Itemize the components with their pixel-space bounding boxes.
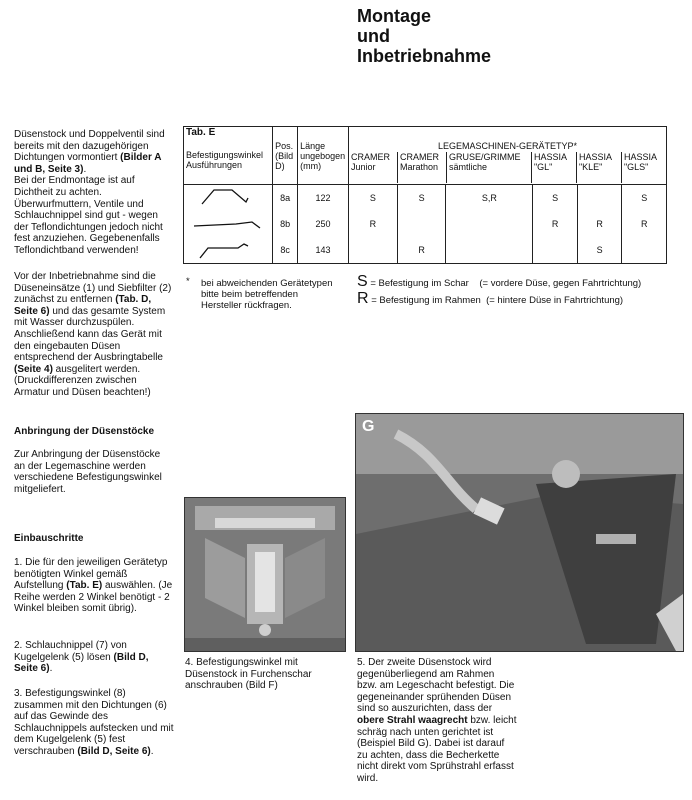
step-3: 3. Befestigungswinkel (8) zusammen mit den Dichtungen (6) auf das Gewinde des Schlauchnippels aufstecken und mit dem Kugelgelenk (5) fest verschrauben (Bild D, Seite 6). bbox=[14, 688, 174, 757]
heading-steps: Einbauschritte bbox=[14, 533, 84, 544]
heading-mounting: Anbringung der Düsenstöcke bbox=[14, 426, 155, 437]
step-1: 1. Die für den jeweiligen Gerätetyp benötigten Winkel gemäß Aufstellung (Tab. E) auswählen. (Je Reihe werden 2 Winkel benötigt - 2 Winkel bleiben somit übrig). bbox=[14, 557, 173, 615]
photo-bild-f bbox=[184, 497, 346, 652]
legend-s: S = Befestigung im Schar (= vordere Düse, gegen Fahrtrichtung) bbox=[357, 273, 642, 290]
table-header-pos: Pos. (Bild D) bbox=[273, 127, 298, 185]
mounting-paragraph: Zur Anbringung der Düsenstöcke an der Legemaschine werden verschiedene Befestigungswinkel mitgeliefert. bbox=[14, 449, 162, 495]
bracket-8a-icon bbox=[184, 185, 273, 212]
page-title bbox=[357, 6, 491, 66]
bracket-8b-icon bbox=[184, 211, 273, 237]
photo-bild-g bbox=[355, 413, 684, 652]
type-header: HASSIA "GL" bbox=[531, 152, 576, 183]
tightness-paragraph: Bei der Endmontage ist auf Dichtheit zu achten. Überwurfmuttern, Ventile und Schlauchnippel sind gut - wegen der Teflondichtungen jedoch nicht fest anzuziehen. Gegebenenfalls Teflondichtband verwenden! bbox=[14, 175, 163, 256]
type-header: CRAMER Junior bbox=[350, 152, 390, 172]
table-row: 8a 122 S S S,R S S bbox=[184, 185, 667, 212]
table-header-length: Länge ungebogen (mm) bbox=[298, 127, 349, 185]
table-row: 8c 143 R S bbox=[184, 237, 667, 264]
type-header: HASSIA "KLE" bbox=[576, 152, 621, 183]
legend-r: R = Befestigung im Rahmen (= hintere Düse in Fahrtrichtung) bbox=[357, 290, 624, 307]
title-line-1: Montage bbox=[357, 6, 431, 26]
left-column bbox=[14, 129, 174, 257]
footnote-text: bei abweichenden Gerätetypen bitte beim betreffenden Hersteller rückfragen. bbox=[201, 278, 333, 311]
intro-paragraph: Düsenstock und Doppelventil sind bereits mit den dazugehörigen Dichtungen vormontiert (Bilder A und B, Seite 3). bbox=[14, 129, 165, 175]
table-header-types bbox=[348, 127, 666, 185]
commissioning-paragraph: Vor der Inbetriebnahme sind die Düseneinsätze (1) und Siebfilter (2) zunächst zu entfernen (Tab. D, Seite 6) und das gesamte System mit Wasser durchzuspülen. Anschließend kann das Gerät mit den eingebauten Düsen entsprechend der Ausbringtabelle (Seite 4) ausgelitert werden. (Druckdifferenzen zwischen Armatur und Düsen beachten!) bbox=[14, 271, 172, 398]
table-row: 8b 250 R R R R bbox=[184, 211, 667, 237]
type-header: HASSIA "GLS" bbox=[621, 152, 666, 183]
caption-4: 4. Befestigungswinkel mit Düsenstock in Furchenschar anschrauben (Bild F) bbox=[185, 657, 312, 692]
photo-label-g: G bbox=[362, 418, 375, 435]
type-header: CRAMER Marathon bbox=[397, 152, 446, 183]
table-e bbox=[183, 126, 667, 264]
caption-5: 5. Der zweite Düsenstock wird gegenüberliegend am Rahmen bzw. am Legeschacht befestigt. Die gegeneinander sprühenden Düsen sind so auszurichten, dass der obere Strahl waagrecht bzw. leicht schräg nach unten gerichtet ist (Beispiel Bild G). Dabei ist darauf zu achten, dass die Becherkette nicht direkt vom Sprühstrahl erfasst wird. bbox=[357, 657, 517, 784]
title-line-2: und bbox=[357, 26, 390, 46]
step-2: 2. Schlauchnippel (7) von Kugelgelenk (5) lösen (Bild D, Seite 6). bbox=[14, 640, 149, 675]
title-line-3: Inbetriebnahme bbox=[357, 46, 492, 66]
footnote-star: * bbox=[186, 276, 190, 287]
table-group-label: LEGEMASCHINEN-GERÄTETYP* bbox=[437, 141, 577, 151]
type-header: GRUSE/GRIMME sämtliche bbox=[446, 152, 531, 183]
table-header-fitting: Tab. E Befestigungswinkel Ausführungen bbox=[184, 127, 273, 185]
bracket-8c-icon bbox=[184, 237, 273, 264]
